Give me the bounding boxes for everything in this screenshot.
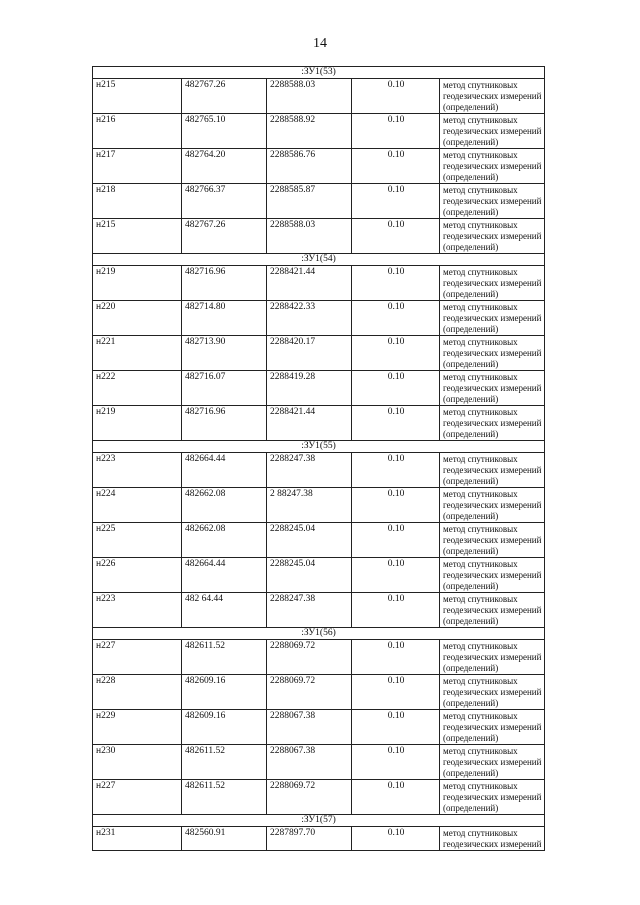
method-line: метод спутниковых bbox=[443, 372, 518, 382]
method-cell bbox=[440, 371, 545, 406]
table-row bbox=[93, 79, 545, 114]
method-line: геодезических измерений bbox=[443, 196, 542, 206]
method-line: (определений) bbox=[443, 429, 499, 439]
x-coordinate-cell: 482714.80 bbox=[182, 301, 267, 336]
accuracy-cell: 0.10 bbox=[352, 453, 440, 488]
method-cell bbox=[440, 219, 545, 254]
method-line: метод спутниковых bbox=[443, 407, 518, 417]
table-row bbox=[93, 219, 545, 254]
method-line: геодезических измерений bbox=[443, 570, 542, 580]
table-row bbox=[93, 710, 545, 745]
x-coordinate-cell: 482716.96 bbox=[182, 406, 267, 441]
table-row bbox=[93, 780, 545, 815]
table-row bbox=[93, 406, 545, 441]
point-id-cell: н215 bbox=[93, 219, 182, 254]
accuracy-cell: 0.10 bbox=[352, 827, 440, 851]
y-coordinate-cell: 2288245.04 bbox=[267, 523, 352, 558]
accuracy-cell: 0.10 bbox=[352, 114, 440, 149]
table-row bbox=[93, 453, 545, 488]
method-cell bbox=[440, 406, 545, 441]
method-line: метод спутниковых bbox=[443, 267, 518, 277]
method-cell bbox=[440, 149, 545, 184]
table-row bbox=[93, 558, 545, 593]
point-id-cell: н231 bbox=[93, 827, 182, 851]
point-id-cell: н224 bbox=[93, 488, 182, 523]
y-coordinate-cell: 2288588.92 bbox=[267, 114, 352, 149]
method-line: метод спутниковых bbox=[443, 711, 518, 721]
method-line: метод спутниковых bbox=[443, 641, 518, 651]
table-row bbox=[93, 640, 545, 675]
method-line: геодезических измерений bbox=[443, 535, 542, 545]
method-cell bbox=[440, 114, 545, 149]
method-line: (определений) bbox=[443, 289, 499, 299]
x-coordinate-cell: 482716.96 bbox=[182, 266, 267, 301]
point-id-cell: н220 bbox=[93, 301, 182, 336]
coordinates-table-body bbox=[93, 67, 545, 851]
accuracy-cell: 0.10 bbox=[352, 523, 440, 558]
method-line: геодезических измерений bbox=[443, 687, 542, 697]
point-id-cell: н230 bbox=[93, 745, 182, 780]
y-coordinate-cell: 2288422.33 bbox=[267, 301, 352, 336]
method-line: метод спутниковых bbox=[443, 185, 518, 195]
method-cell bbox=[440, 336, 545, 371]
method-line: (определений) bbox=[443, 172, 499, 182]
method-line: геодезических измерений bbox=[443, 500, 542, 510]
point-id-cell: н227 bbox=[93, 780, 182, 815]
method-line: (определений) bbox=[443, 581, 499, 591]
method-line: (определений) bbox=[443, 511, 499, 521]
x-coordinate-cell: 482560.91 bbox=[182, 827, 267, 851]
section-header-row bbox=[93, 67, 545, 79]
method-line: метод спутниковых bbox=[443, 150, 518, 160]
accuracy-cell: 0.10 bbox=[352, 640, 440, 675]
method-line: геодезических измерений bbox=[443, 126, 542, 136]
method-cell bbox=[440, 266, 545, 301]
method-cell bbox=[440, 640, 545, 675]
table-row bbox=[93, 266, 545, 301]
x-coordinate-cell: 482611.52 bbox=[182, 640, 267, 675]
accuracy-cell: 0.10 bbox=[352, 79, 440, 114]
method-cell bbox=[440, 827, 545, 851]
method-line: метод спутниковых bbox=[443, 746, 518, 756]
accuracy-cell: 0.10 bbox=[352, 406, 440, 441]
table-row bbox=[93, 827, 545, 851]
method-line: (определений) bbox=[443, 242, 499, 252]
table-row bbox=[93, 593, 545, 628]
method-line: метод спутниковых bbox=[443, 489, 518, 499]
method-line: геодезических измерений bbox=[443, 91, 542, 101]
point-id-cell: н222 bbox=[93, 371, 182, 406]
method-line: метод спутниковых bbox=[443, 454, 518, 464]
method-line: метод спутниковых bbox=[443, 220, 518, 230]
method-cell bbox=[440, 780, 545, 815]
method-line: геодезических измерений bbox=[443, 383, 542, 393]
accuracy-cell: 0.10 bbox=[352, 488, 440, 523]
method-cell bbox=[440, 745, 545, 780]
method-line: метод спутниковых bbox=[443, 828, 518, 838]
table-row bbox=[93, 336, 545, 371]
accuracy-cell: 0.10 bbox=[352, 593, 440, 628]
x-coordinate-cell: 482611.52 bbox=[182, 780, 267, 815]
y-coordinate-cell: 2288420.17 bbox=[267, 336, 352, 371]
method-line: (определений) bbox=[443, 137, 499, 147]
table-row bbox=[93, 301, 545, 336]
section-title: :ЗУ1(56) bbox=[93, 628, 545, 640]
accuracy-cell: 0.10 bbox=[352, 558, 440, 593]
y-coordinate-cell: 2288247.38 bbox=[267, 593, 352, 628]
y-coordinate-cell: 2288245.04 bbox=[267, 558, 352, 593]
x-coordinate-cell: 482713.90 bbox=[182, 336, 267, 371]
table-row bbox=[93, 371, 545, 406]
method-line: метод спутниковых bbox=[443, 80, 518, 90]
method-line: метод спутниковых bbox=[443, 559, 518, 569]
point-id-cell: н219 bbox=[93, 406, 182, 441]
x-coordinate-cell: 482765.10 bbox=[182, 114, 267, 149]
method-line: геодезических измерений bbox=[443, 792, 542, 802]
x-coordinate-cell: 482662.08 bbox=[182, 523, 267, 558]
y-coordinate-cell: 2288069.72 bbox=[267, 675, 352, 710]
accuracy-cell: 0.10 bbox=[352, 371, 440, 406]
y-coordinate-cell: 2288067.38 bbox=[267, 710, 352, 745]
method-cell bbox=[440, 593, 545, 628]
y-coordinate-cell: 2288419.28 bbox=[267, 371, 352, 406]
y-coordinate-cell: 2288421.44 bbox=[267, 266, 352, 301]
accuracy-cell: 0.10 bbox=[352, 149, 440, 184]
accuracy-cell: 0.10 bbox=[352, 266, 440, 301]
y-coordinate-cell: 2288247.38 bbox=[267, 453, 352, 488]
point-id-cell: н223 bbox=[93, 453, 182, 488]
accuracy-cell: 0.10 bbox=[352, 745, 440, 780]
table-row bbox=[93, 523, 545, 558]
method-line: геодезических измерений bbox=[443, 278, 542, 288]
table-row bbox=[93, 488, 545, 523]
point-id-cell: н227 bbox=[93, 640, 182, 675]
section-title: :ЗУ1(57) bbox=[93, 815, 545, 827]
method-line: (определений) bbox=[443, 359, 499, 369]
method-line: геодезических измерений bbox=[443, 418, 542, 428]
point-id-cell: н215 bbox=[93, 79, 182, 114]
method-line: метод спутниковых bbox=[443, 781, 518, 791]
section-header-row bbox=[93, 815, 545, 827]
method-cell bbox=[440, 301, 545, 336]
point-id-cell: н217 bbox=[93, 149, 182, 184]
method-cell bbox=[440, 558, 545, 593]
accuracy-cell: 0.10 bbox=[352, 219, 440, 254]
x-coordinate-cell: 482764.20 bbox=[182, 149, 267, 184]
x-coordinate-cell: 482611.52 bbox=[182, 745, 267, 780]
method-line: метод спутниковых bbox=[443, 337, 518, 347]
method-line: (определений) bbox=[443, 324, 499, 334]
x-coordinate-cell: 482662.08 bbox=[182, 488, 267, 523]
method-cell bbox=[440, 710, 545, 745]
section-title: :ЗУ1(54) bbox=[93, 254, 545, 266]
method-line: (определений) bbox=[443, 476, 499, 486]
point-id-cell: н229 bbox=[93, 710, 182, 745]
method-line: геодезических измерений bbox=[443, 313, 542, 323]
method-line: геодезических измерений bbox=[443, 231, 542, 241]
table-row bbox=[93, 675, 545, 710]
y-coordinate-cell: 2288069.72 bbox=[267, 780, 352, 815]
point-id-cell: н225 bbox=[93, 523, 182, 558]
method-line: метод спутниковых bbox=[443, 594, 518, 604]
x-coordinate-cell: 482664.44 bbox=[182, 453, 267, 488]
table-row bbox=[93, 184, 545, 219]
method-cell bbox=[440, 79, 545, 114]
method-line: метод спутниковых bbox=[443, 302, 518, 312]
method-cell bbox=[440, 523, 545, 558]
y-coordinate-cell: 2288421.44 bbox=[267, 406, 352, 441]
method-cell bbox=[440, 453, 545, 488]
page-number: 14 bbox=[313, 36, 327, 51]
accuracy-cell: 0.10 bbox=[352, 780, 440, 815]
method-line: (определений) bbox=[443, 733, 499, 743]
method-line: (определений) bbox=[443, 663, 499, 673]
point-id-cell: н219 bbox=[93, 266, 182, 301]
section-title: :ЗУ1(53) bbox=[93, 67, 545, 79]
method-line: геодезических измерений bbox=[443, 605, 542, 615]
x-coordinate-cell: 482609.16 bbox=[182, 710, 267, 745]
y-coordinate-cell: 2288069.72 bbox=[267, 640, 352, 675]
point-id-cell: н218 bbox=[93, 184, 182, 219]
method-cell bbox=[440, 184, 545, 219]
method-line: (определений) bbox=[443, 616, 499, 626]
y-coordinate-cell: 2288067.38 bbox=[267, 745, 352, 780]
y-coordinate-cell: 2288585.87 bbox=[267, 184, 352, 219]
x-coordinate-cell: 482664.44 bbox=[182, 558, 267, 593]
y-coordinate-cell: 2287897.70 bbox=[267, 827, 352, 851]
y-coordinate-cell: 2288588.03 bbox=[267, 79, 352, 114]
section-header-row bbox=[93, 441, 545, 453]
point-id-cell: н228 bbox=[93, 675, 182, 710]
method-line: метод спутниковых bbox=[443, 524, 518, 534]
table-row bbox=[93, 745, 545, 780]
x-coordinate-cell: 482716.07 bbox=[182, 371, 267, 406]
x-coordinate-cell: 482766.37 bbox=[182, 184, 267, 219]
method-line: геодезических измерений bbox=[443, 839, 542, 849]
table-row bbox=[93, 114, 545, 149]
method-line: метод спутниковых bbox=[443, 676, 518, 686]
method-line: (определений) bbox=[443, 803, 499, 813]
accuracy-cell: 0.10 bbox=[352, 336, 440, 371]
section-header-row bbox=[93, 254, 545, 266]
coordinates-table bbox=[92, 66, 545, 851]
method-line: геодезических измерений bbox=[443, 465, 542, 475]
method-line: (определений) bbox=[443, 394, 499, 404]
section-header-row bbox=[93, 628, 545, 640]
method-line: метод спутниковых bbox=[443, 115, 518, 125]
method-line: геодезических измерений bbox=[443, 348, 542, 358]
x-coordinate-cell: 482767.26 bbox=[182, 79, 267, 114]
y-coordinate-cell: 2 88247.38 bbox=[267, 488, 352, 523]
y-coordinate-cell: 2288586.76 bbox=[267, 149, 352, 184]
method-line: (определений) bbox=[443, 102, 499, 112]
method-line: геодезических измерений bbox=[443, 722, 542, 732]
point-id-cell: н223 bbox=[93, 593, 182, 628]
method-line: геодезических измерений bbox=[443, 652, 542, 662]
method-line: (определений) bbox=[443, 698, 499, 708]
accuracy-cell: 0.10 bbox=[352, 675, 440, 710]
method-line: (определений) bbox=[443, 207, 499, 217]
point-id-cell: н221 bbox=[93, 336, 182, 371]
point-id-cell: н216 bbox=[93, 114, 182, 149]
section-title: :ЗУ1(55) bbox=[93, 441, 545, 453]
table-row bbox=[93, 149, 545, 184]
method-line: геодезических измерений bbox=[443, 161, 542, 171]
accuracy-cell: 0.10 bbox=[352, 710, 440, 745]
x-coordinate-cell: 482609.16 bbox=[182, 675, 267, 710]
point-id-cell: н226 bbox=[93, 558, 182, 593]
method-line: (определений) bbox=[443, 546, 499, 556]
accuracy-cell: 0.10 bbox=[352, 301, 440, 336]
accuracy-cell: 0.10 bbox=[352, 184, 440, 219]
method-cell bbox=[440, 675, 545, 710]
method-line: геодезических измерений bbox=[443, 757, 542, 767]
y-coordinate-cell: 2288588.03 bbox=[267, 219, 352, 254]
x-coordinate-cell: 482 64.44 bbox=[182, 593, 267, 628]
method-cell bbox=[440, 488, 545, 523]
x-coordinate-cell: 482767.26 bbox=[182, 219, 267, 254]
method-line: (определений) bbox=[443, 768, 499, 778]
